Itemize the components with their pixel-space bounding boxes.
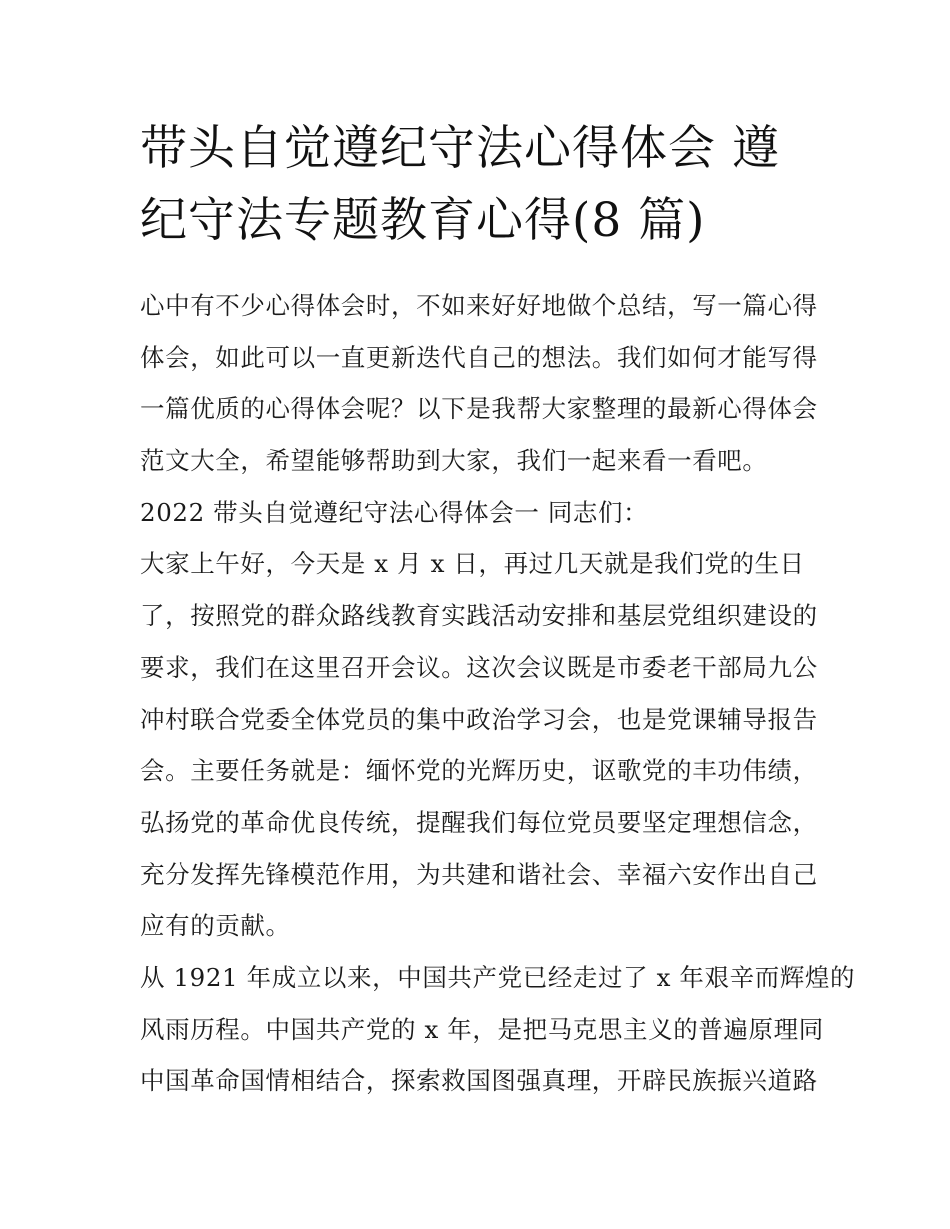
body-line: 会。主要任务就是：缅怀党的光辉历史，讴歌党的丰功伟绩，	[140, 756, 818, 786]
body-line: 心中有不少心得体会时，不如来好好地做个总结，写一篇心得	[140, 291, 818, 320]
body-line: 范文大全，希望能够帮助到大家，我们一起来看一看吧。	[140, 446, 768, 476]
body-line: 大家上午好，今天是 x 月 x 日，再过几天就是我们党的生日	[140, 549, 805, 579]
body-line: 要求，我们在这里召开会议。这次会议既是市委老干部局九公	[140, 652, 818, 682]
body-line: 2022 带头自觉遵纪守法心得体会一 同志们：	[140, 497, 649, 527]
body-line: 风雨历程。中国共产党的 x 年，是把马克思主义的普遍原理同	[140, 1014, 824, 1044]
body-line: 应有的贡献。	[140, 911, 291, 941]
document-body	[140, 280, 856, 1107]
document-title	[140, 113, 820, 257]
body-line: 从 1921 年成立以来，中国共产党已经走过了 x 年艰辛而辉煌的	[140, 962, 856, 992]
body-line: 冲村联合党委全体党员的集中政治学习会，也是党课辅导报告	[140, 704, 818, 734]
body-line: 体会，如此可以一直更新迭代自己的想法。我们如何才能写得	[140, 342, 818, 372]
body-line: 弘扬党的革命优良传统，提醒我们每位党员要坚定理想信念，	[140, 807, 818, 837]
body-line: 中国革命国情相结合，探索救国图强真理，开辟民族振兴道路	[140, 1066, 818, 1096]
body-line: 一篇优质的心得体会呢？以下是我帮大家整理的最新心得体会	[140, 394, 818, 424]
title-line: 带头自觉遵纪守法心得体会 遵	[140, 121, 780, 176]
body-line: 充分发挥先锋模范作用，为共建和谐社会、幸福六安作出自己	[140, 859, 818, 889]
title-line: 纪守法专题教育心得(8 篇)	[140, 193, 706, 248]
body-line: 了，按照党的群众路线教育实践活动安排和基层党组织建设的	[140, 601, 818, 631]
